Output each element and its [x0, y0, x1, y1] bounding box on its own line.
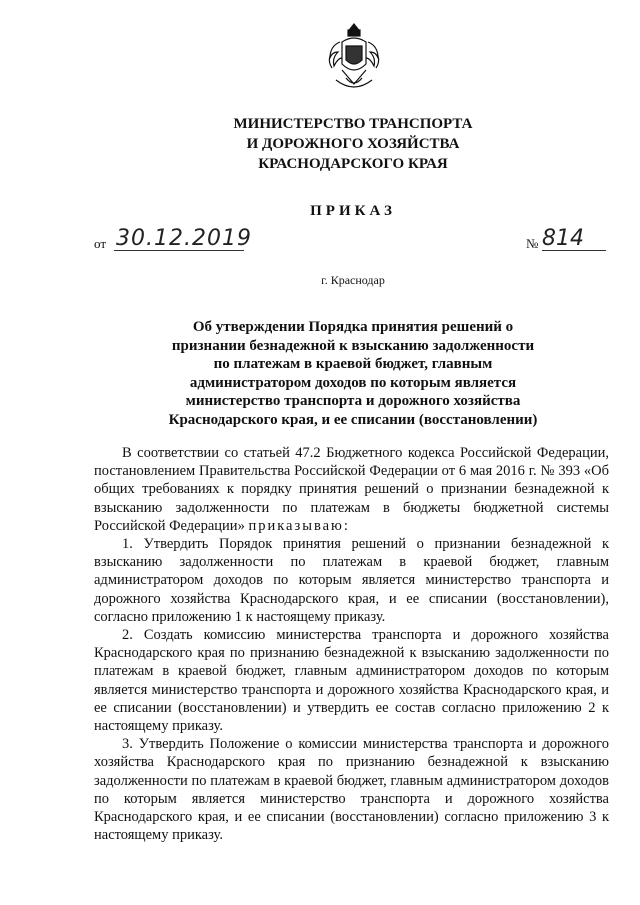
date-prefix: от — [94, 236, 107, 251]
title-line: по платежам в краевой бюджет, главным — [213, 356, 493, 372]
title-line: признании безнадежной к взысканию задолженности — [171, 337, 535, 354]
order-item: 3. Утвердить Положение о комиссии министерства транспорта и дорожного хозяйства Краснодарского края по признанию безнадежной к взысканию задолженности по платежам в краевой бюджет, главным администратором доходов по которым является министерство транспорта и дорожного хозяйства Краснодарского края, и ее списании (восстановлении) согласно приложению 3 к настоящему приказу. — [94, 736, 609, 844]
title-line: Об утверждении Порядка принятия решений о — [192, 319, 514, 335]
title-line: Краснодарского края, и ее списании (восстановлении) — [168, 411, 538, 428]
order-heading: ПРИКАЗ — [310, 203, 396, 219]
handwritten-number: 814 — [542, 226, 584, 251]
title-line: министерство транспорта и дорожного хозяйства — [185, 393, 521, 409]
intro-text: В соответствии со статьей 47.2 Бюджетного кодекса Российской Федерации, постановлением Правительства Российской Федерации от 6 мая 2016 г. № 393 «Об общих требованиях к порядку принятия решений о признании безнадежной к взысканию задолженности по платежам в бюджеты бюджетной системы Российской Федерации» — [94, 445, 609, 534]
date-number-line — [94, 226, 609, 256]
order-item: 1. Утвердить Порядок принятия решений о признании безнадежной к взысканию задолженности по платежам в краевой бюджет, главным администратором доходов по которым является министерство транспорта и дорожного хозяйства Краснодарского края, и ее списании (восстановлении), согласно приложению 1 к настоящему приказу. — [94, 536, 609, 625]
number-underline — [542, 250, 606, 251]
document-body — [94, 444, 609, 844]
title-line: администратором доходов по которым является — [189, 374, 517, 391]
ministry-name-line: КРАСНОДАРСКОГО КРАЯ — [258, 156, 448, 172]
date-underline — [114, 250, 244, 251]
order-item: 2. Создать комиссию министерства транспорта и дорожного хозяйства Краснодарского края по признанию безнадежной к взысканию задолженности по платежам в краевой бюджет, главным администратором доходов по которым является министерство транспорта и дорожного хозяйства Краснодарского края, и ее списании (восстановлении) и утвердить ее состав согласно приложению 2 к настоящему приказу. — [94, 627, 609, 735]
ministry-name-line: МИНИСТЕРСТВО ТРАНСПОРТА — [233, 116, 473, 132]
order-word: приказываю: — [248, 517, 350, 534]
ministry-name-line: И ДОРОЖНОГО ХОЗЯЙСТВА — [246, 136, 460, 152]
coat-of-arms-emblem — [326, 20, 382, 92]
intro-paragraph — [94, 444, 609, 535]
ministry-name-block — [0, 114, 640, 174]
number-prefix: № — [526, 236, 539, 251]
document-title — [150, 318, 556, 429]
handwritten-date: 30.12.2019 — [116, 226, 252, 251]
city-label: г. Краснодар — [321, 273, 385, 287]
